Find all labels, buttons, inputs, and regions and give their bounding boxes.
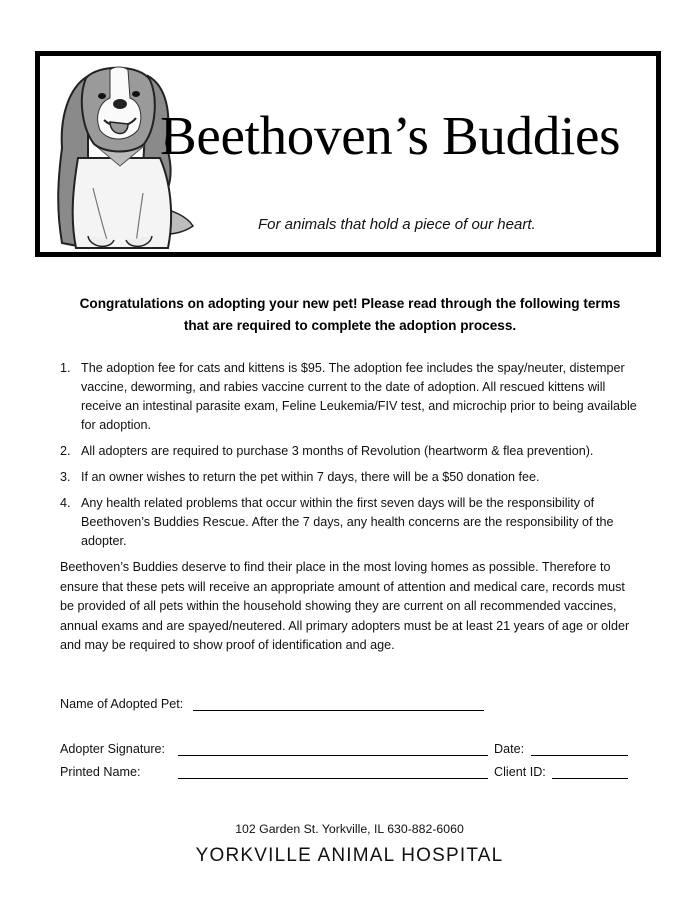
client-id-field[interactable]	[552, 778, 628, 779]
term-item	[60, 442, 640, 461]
date-field[interactable]	[531, 755, 628, 756]
term-number: 3.	[60, 470, 71, 484]
intro-line-2: that are required to complete the adoption process.	[183, 318, 517, 333]
term-text: The adoption fee for cats and kittens is $95. The adoption fee includes the spay/neuter, distemper vaccine, deworming, and rabies vaccine current to the date of adoption. All rescued kittens will receive an intestinal parasite exam, Feline Leukemia/FIV test, and microchip prior to being available for adoption.	[81, 361, 637, 432]
term-number: 1.	[60, 361, 71, 375]
term-item	[60, 359, 640, 435]
terms-list	[60, 359, 640, 558]
signature-field[interactable]	[178, 755, 488, 756]
pet-name-label: Name of Adopted Pet:	[60, 697, 184, 711]
footer-hospital-name: YORKVILLE ANIMAL HOSPITAL	[195, 845, 504, 866]
organization-title: Beethoven’s Buddies	[160, 105, 621, 166]
term-number: 2.	[60, 444, 71, 458]
term-item	[60, 494, 640, 551]
term-text: If an owner wishes to return the pet within 7 days, there will be a $50 donation fee.	[81, 470, 540, 484]
printed-name-label: Printed Name:	[60, 765, 141, 779]
footer-address: 102 Garden St. Yorkville, IL 630-882-6060	[235, 822, 464, 836]
client-id-label: Client ID:	[494, 765, 546, 779]
term-text: All adopters are required to purchase 3 months of Revolution (heartworm & flea prevention).	[81, 444, 594, 458]
requirements-paragraph: Beethoven’s Buddies deserve to find their place in the most loving homes as possible. Therefore to ensure that these pets will receive an appropriate amount of attention and medical care, records must be provided of all pets within the household showing they are current on all recommended vaccines, annual exams and are spayed/neutered. All primary adopters must be at least 21 years of age or older and may be required to show proof of identification and age.	[60, 560, 630, 652]
date-label: Date:	[494, 742, 525, 756]
term-item	[60, 468, 640, 487]
tagline: For animals that hold a piece of our heart.	[258, 216, 536, 233]
header-banner	[35, 51, 661, 257]
term-text: Any health related problems that occur within the first seven days will be the responsibility of Beethoven’s Buddies Rescue. After the 7 days, any health concerns are the responsibility of the adopter.	[81, 496, 614, 548]
term-number: 4.	[60, 496, 71, 510]
intro-line-1: Congratulations on adopting your new pet! Please read through the following terms	[79, 296, 621, 311]
intro-heading	[40, 293, 660, 337]
pet-name-field[interactable]	[193, 710, 484, 711]
printed-name-field[interactable]	[178, 778, 488, 779]
signature-label: Adopter Signature:	[60, 742, 166, 756]
